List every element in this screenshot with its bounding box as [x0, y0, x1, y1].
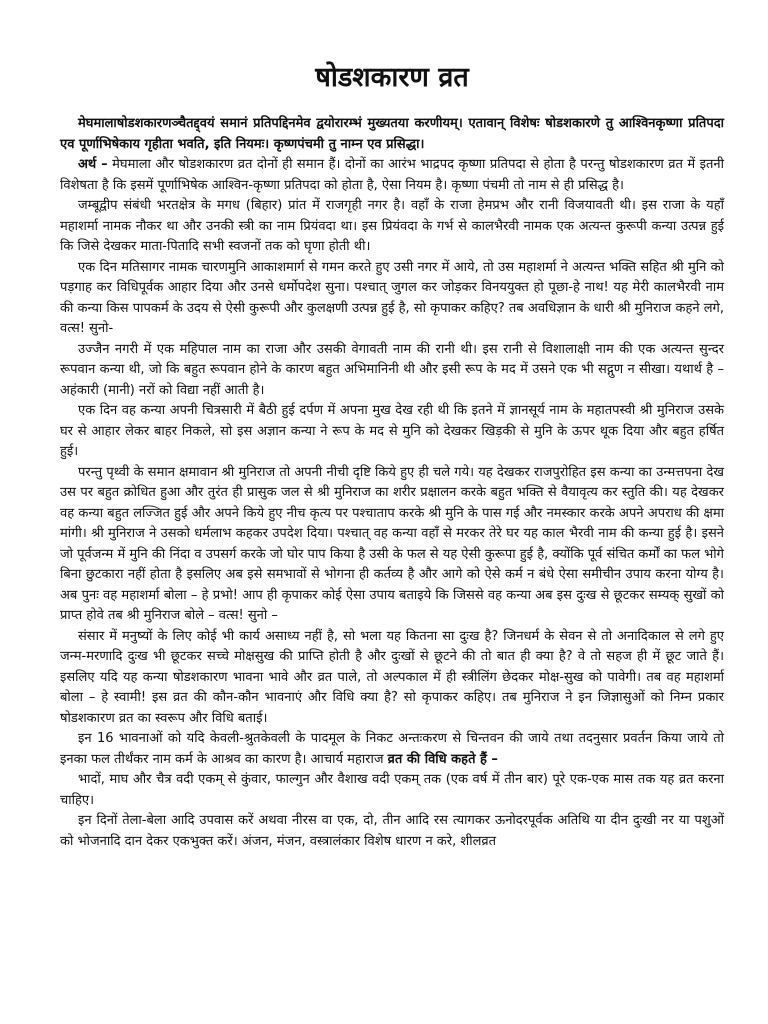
paragraph-8: भादों, माघ और चैत्र वदी एकम् से कुंवार, फाल्गुन और वैशाख वदी एकम् तक (एक वर्ष में तीन बार) पूरे एक-एक मास तक यह व्रत करना चाहिए। — [60, 772, 724, 808]
paragraph-6: संसार में मनुष्यों के लिए कोई भी कार्य असाध्य नहीं है, सो भला यह कितना सा दुःख है? जिनधर्म के सेवन से तो अनादिकाल से लगे हुए जन्म-मरणादि दुःख भी छूटकर सच्चे मोक्षसुख की प्राप्ति होती है और दुःखों से छूटने की तो बात ही क्या है? वे तो सहज ही में छूट जाते हैं। इसलिए यदि यह कन्या षोडशकारण भावना भावे और व्रत पाले, तो अल्पकाल में ही स्त्रीलिंग छेदकर मोक्ष-सुख को पावेगी। तब वह महाशर्मा बोला – हे स्वामी! इस व्रत की कौन-कौन भावनाएं और विधि क्या है? सो कृपाकर कहिए। तब मुनिराज ने इन जिज्ञासुओं को निम्न प्रकार षोडशकारण व्रत का स्वरूप और विधि बताई। — [60, 628, 724, 726]
paragraph-9: इन दिनों तेला-बेला आदि उपवास करें अथवा नीरस वा एक, दो, तीन आदि रस त्यागकर ऊनोदरपूर्वक अतिथि या दीन दुःखी नर या पशुओं को भोजनादि दान देकर एकभुक्त करें। अंजन, मंजन, वस्त्रालंकार विशेष धारण न करे, शीलव्रत — [60, 813, 724, 849]
vidhi-heading: व्रत की विधि कहते हैं – — [387, 751, 498, 767]
paragraph-2: एक दिन मतिसागर नामक चारणमुनि आकाशमार्ग से गमन करते हुए उसी नगर में आये, तो उस महाशर्मा ने अत्यन्त भक्ति सहित श्री मुनि को पड़गाह कर विधिपूर्वक आहार दिया और उनसे धर्मोपदेश सुना। पश्चात् जुगल कर जोड़कर विनययुक्त हो पूछा-हे नाथ! यह मेरी कालभैरवी नाम की कन्या किस पापकर्म के उदय से ऐसी कुरूपी और कुलक्षणी उत्पन्न हुई है, सो कृपाकर कहिए? तब अवधिज्ञान के धारी श्री मुनिराज कहने लगे, वत्स! सुनो- — [60, 259, 724, 336]
page-title: षोडशकारण व्रत — [315, 62, 469, 93]
meaning-paragraph — [60, 155, 724, 196]
meaning-label: अर्थ – — [78, 157, 108, 172]
paragraph-5: परन्तु पृथ्वी के समान क्षमावान श्री मुनिराज तो अपनी नीची दृष्टि किये हुए ही चले गये। यह देखकर राजपुरोहित इस कन्या का उन्मत्तपना देख उस पर बहुत क्रोधित हुआ और तुरंत ही प्रासुक जल से श्री मुनिराज का शरीर प्रक्षालन करके बहुत भक्ति से वैयावृत्य कर स्तुति की। यह देखकर वह कन्या बहुत लज्जित हुई और अपने किये हुए नीच कृत्य पर पश्चाताप करके श्री मुनि के पास गई और नमस्कार करके अपने अपराध की क्षमा मांगी। श्री मुनिराज ने उसको धर्मलाभ कहकर उपदेश दिया। पश्चात् वह कन्या वहाँ से मरकर तेरे घर यह काल भैरवी नाम की कन्या हुई है। इसने जो पूर्वजन्म में मुनि की निंदा व उपसर्ग करके जो घोर पाप किया है उसी के फल से यह ऐसी कुरूपा हुई है, क्योंकि पूर्व संचित कर्मों का फल भोगे बिना छुटकारा नहीं होता है इसलिए अब इसे समभावों से भोगना ही कर्तव्य है और आगे को ऐसे कर्म न बंधे ऐसा समीचीन उपाय करना योग्य है। अब पुनः वह महाशर्मा बोला – हे प्रभो! आप ही कृपाकर कोई ऐसा उपाय बताइये कि जिससे वह कन्या अब इस दुःख से छूटकर सम्यक् सुखों को प्राप्त होवे तब श्री मुनिराज बोले – वत्स! सुनो – — [60, 464, 724, 623]
paragraph-4: एक दिन वह कन्या अपनी चित्रसारी में बैठी हुई दर्पण में अपना मुख देख रही थी कि इतने में ज्ञानसूर्य नाम के महातपस्वी श्री मुनिराज उसके घर से आहार लेकर बाहर निकले, सो इस अज्ञान कन्या ने रूप के मद से मुनि को देखकर खिड़की से मुनि के ऊपर थूक दिया और बहुत हर्षित हुई। — [60, 403, 724, 459]
document-page — [60, 60, 724, 852]
paragraph-1: जम्बूद्वीप संबंधी भरतक्षेत्र के मगध (बिहार) प्रांत में राजगृही नगर है। वहाँ के राजा हेमप्रभ और रानी विजयावती थी। इस राजा के यहाँ महाशर्मा नामक नौकर था और उनकी स्त्री का नाम प्रियंवदा था। इस प्रियंवदा के गर्भ से कालभैरवी नामक एक अत्यन्त कुरूपी कन्या उत्पन्न हुई कि जिसे देखकर माता-पितादि सभी स्वजनों तक को घृणा होती थी। — [60, 198, 724, 254]
paragraph-7-text: इन 16 भावनाओं को यदि केवली-श्रुतकेवली के पादमूल के निकट अन्तःकरण से चिन्तवन की जाये तथा तदनुसार प्रवर्तन किया जाये तो इनका फल तीर्थंकर नाम कर्म के आश्रव का कारण है। आचार्य महाराज — [60, 731, 724, 767]
paragraph-3: उज्जैन नगरी में एक महिपाल नाम का राजा और उसकी वेगावती नाम की रानी थी। इस रानी से विशालाक्षी नाम की एक अत्यन्त सुन्दर रूपवान कन्या थी, जो कि बहुत रूपवान होने के कारण बहुत अभिमानिनी थी और इसी रूप के मद में उसने एक भी सद्गुण न सीखा। यथार्थ है – अहंकारी (मानी) नरों को विद्या नहीं आती है। — [60, 341, 724, 398]
paragraph-7 — [60, 729, 724, 770]
meaning-text: मेघमाला और षोडशकारण व्रत दोनों ही समान हैं। दोनों का आरंभ भाद्रपद कृष्णा प्रतिपदा से होता है परन्तु षोडशकारण व्रत में इतनी विशेषता है कि इसमें पूर्णाभिषेक आश्विन-कृष्णा प्रतिपदा को होता है, ऐसा नियम है। कृष्णा पंचमी तो नाम से ही प्रसिद्ध है। — [60, 157, 724, 193]
sanskrit-verse: मेघमालाषोडशकारणञ्चैतद्द्वयं समानं प्रतिपद्दिनमेव द्वयोरारम्भं मुख्यतया करणीयम्। एतावान् विशेषः षोडशकारणे तु आश्विनकृष्णा प्रतिपदा एव पूर्णाभिषेकाय गृहीता भवति, इति नियमः। कृष्णपंचमी तु नाम्न एव प्रसिद्धा। — [60, 116, 724, 152]
